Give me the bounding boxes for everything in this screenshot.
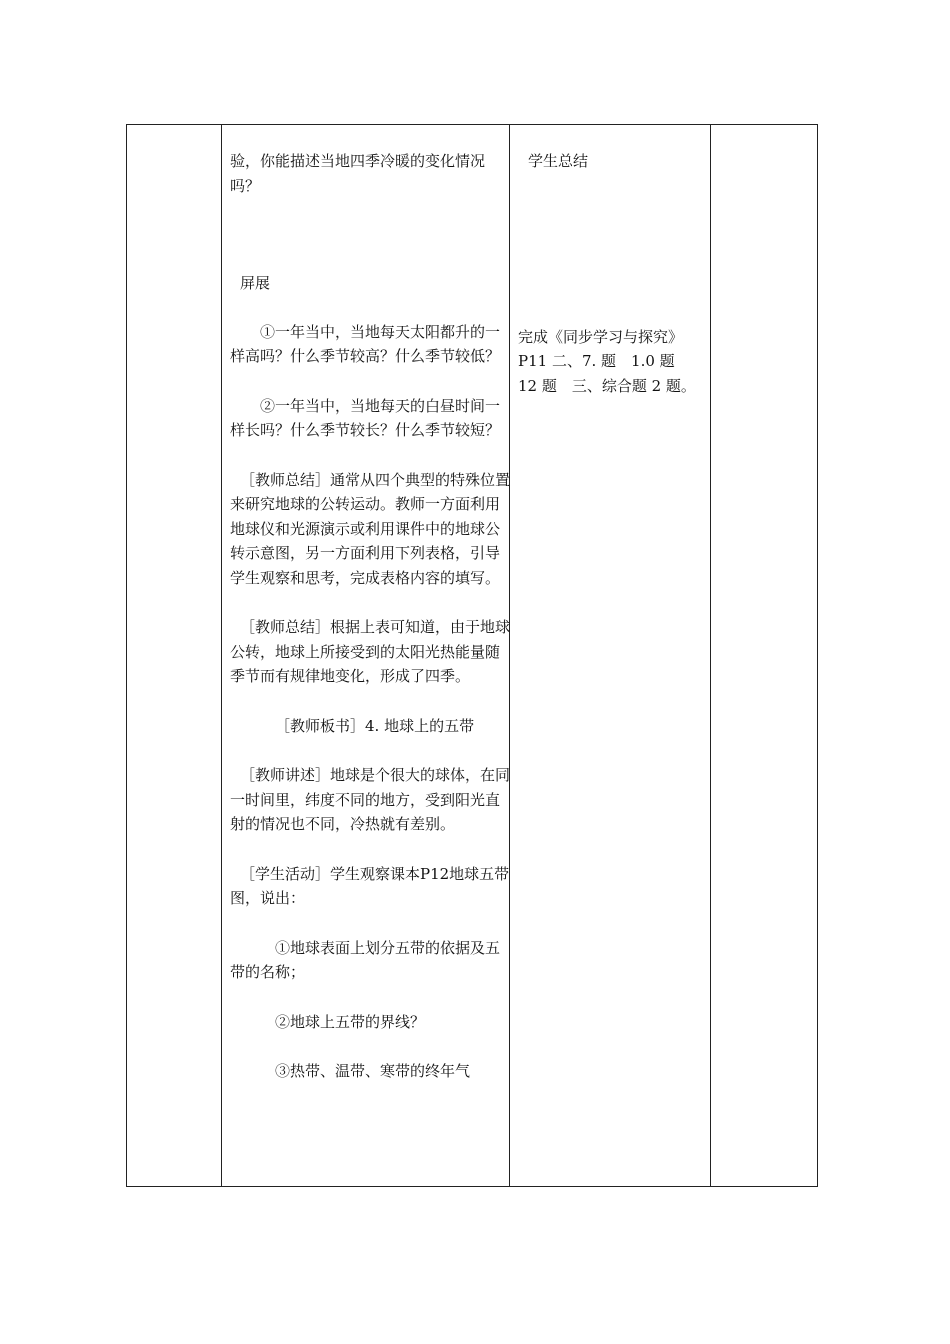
student-activity-cell <box>518 149 708 398</box>
paragraph-board-writing: ［教师板书］4. 地球上的五带 <box>275 716 475 735</box>
paragraph-teacher-narration: ［教师讲述］地球是个很大的球体，在同一时间里，纬度不同的地方，受到阳光直射的情况也不同，冷热就有差别。 <box>230 766 511 833</box>
paragraph-sun-height: ①一年当中，当地每天太阳都升的一样高吗？什么季节较高？什么季节较低？ <box>230 322 501 365</box>
column-divider-3 <box>710 125 711 1186</box>
paragraph-question-seasons: 验，你能描述当地四季冷暖的变化情况吗？ <box>230 152 486 195</box>
paragraph-zone-climate: ③热带、温带、寒带的终年气 <box>275 1062 471 1080</box>
paragraph-homework: 完成《同步学习与探究》P11 二、7. 题 1.0 题 12 题 三、综合题 2 题。 <box>518 327 696 395</box>
paragraph-zone-boundaries: ②地球上五带的界线？ <box>275 1012 426 1031</box>
paragraph-daylight: ②一年当中，当地每天的白昼时间一样长吗？什么季节较长？什么季节较短？ <box>230 396 501 439</box>
teaching-activity-cell <box>230 149 512 1084</box>
paragraph-student-activity: ［学生活动］学生观察课本P12地球五带图，说出： <box>230 864 510 907</box>
paragraph-screen: 屏展 <box>240 274 271 292</box>
paragraph-teacher-summary-2: ［教师总结］根据上表可知道，由于地球公转，地球上所接受到的太阳光热能量随季节而有规律地变化，形成了四季。 <box>230 618 511 685</box>
paragraph-zone-basis: ①地球表面上划分五带的依据及五带的名称； <box>230 938 501 981</box>
column-divider-1 <box>221 125 222 1186</box>
lesson-table <box>126 124 818 1187</box>
paragraph-student-summary: 学生总结 <box>528 152 589 170</box>
paragraph-teacher-summary-1: ［教师总结］通常从四个典型的特殊位置来研究地球的公转运动。教师一方面利用地球仪和光源演示或利用课件中的地球公转示意图，另一方面利用下列表格，引导学生观察和思考，完成表格内容的填写。 <box>230 470 511 587</box>
